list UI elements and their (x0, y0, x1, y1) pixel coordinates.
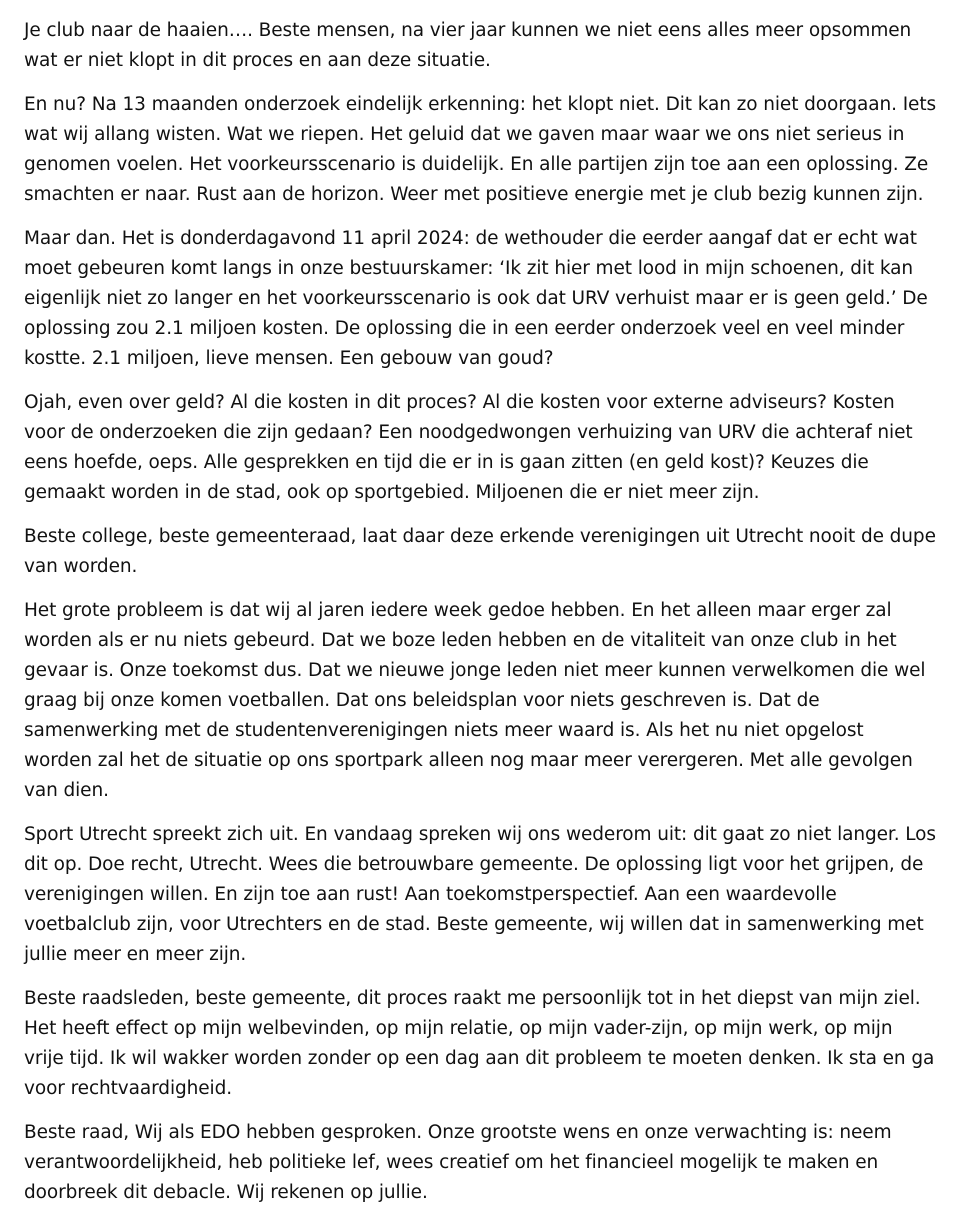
paragraph-7: Sport Utrecht spreekt zich uit. En vandaag spreken wij ons wederom uit: dit gaat zo niet langer. Los dit op. Doe recht, Utrecht. Wees die betrouwbare gemeente. De oplossing ligt voor het grijpen, de verenigingen willen. En zijn toe aan rust! Aan toekomstperspectief. Aan een waardevolle voetbalclub zijn, voor Utrechters en de stad. Beste gemeente, wij willen dat in samenwerking met jullie meer en meer zijn. (24, 824, 936, 965)
paragraph-1: Je club naar de haaien…. Beste mensen, na vier jaar kunnen we niet eens alles meer opsommen wat er niet klopt in dit proces en aan deze situatie. (24, 20, 912, 71)
paragraph-3: Maar dan. Het is donderdagavond 11 april 2024: de wethouder die eerder aangaf dat er echt wat moet gebeuren komt langs in onze bestuurskamer: ‘Ik zit hier met lood in mijn schoenen, dit kan eigenlijk niet zo langer en het voorkeursscenario is ook dat URV verhuist maar er is geen geld.’ De oplossing zou 2.1 miljoen kosten. De oplossing die in een eerder onderzoek veel en veel minder kostte. 2.1 miljoen, lieve mensen. Een gebouw van goud? (24, 228, 928, 369)
paragraph-2: En nu? Na 13 maanden onderzoek eindelijk erkenning: het klopt niet. Dit kan zo niet doorgaan. Iets wat wij allang wisten. Wat we riepen. Het geluid dat we gaven maar waar we ons niet serieus in genomen voelen. Het voorkeursscenario is duidelijk. En alle partijen zijn toe aan een oplossing. Ze smachten er naar. Rust aan de horizon. Weer met positieve energie met je club bezig kunnen zijn. (24, 94, 937, 205)
paragraph-4: Ojah, even over geld? Al die kosten in dit proces? Al die kosten voor externe adviseurs? Kosten voor de onderzoeken die zijn gedaan? Een noodgedwongen verhuizing van URV die achteraf niet eens hoefde, oeps. Alle gesprekken en tijd die er in is gaan zitten (en geld kost)? Keuzes die gemaakt worden in de stad, ook op sportgebied. Miljoenen die er niet meer zijn. (24, 392, 913, 503)
paragraph-9: Beste raad, Wij als EDO hebben gesproken. Onze grootste wens en onze verwachting is: neem verantwoordelijkheid, heb politieke lef, wees creatief om het financieel mogelijk te maken en doorbreek dit debacle. Wij rekenen op jullie. (24, 1122, 892, 1203)
paragraph-5: Beste college, beste gemeenteraad, laat daar deze erkende verenigingen uit Utrecht nooit de dupe van worden. (24, 526, 936, 577)
paragraph-8: Beste raadsleden, beste gemeente, dit proces raakt me persoonlijk tot in het diepst van mijn ziel. Het heeft effect op mijn welbevinden, op mijn relatie, op mijn vader-zijn, op mijn werk, op mijn vrije tijd. Ik wil wakker worden zonder op een dag aan dit probleem te moeten denken. Ik sta en ga voor rechtvaardigheid. (24, 988, 935, 1099)
paragraph-6: Het grote probleem is dat wij al jaren iedere week gedoe hebben. En het alleen maar erger zal worden als er nu niets gebeurd. Dat we boze leden hebben en de vitaliteit van onze club in het gevaar is. Onze toekomst dus. Dat we nieuwe jonge leden niet meer kunnen verwelkomen die wel graag bij onze komen voetballen. Dat ons beleidsplan voor niets geschreven is. Dat de samenwerking met de studentenverenigingen niets meer waard is. Als het nu niet opgelost worden zal het de situatie op ons sportpark alleen nog maar meer verergeren. Met alle gevolgen van dien. (24, 600, 926, 801)
